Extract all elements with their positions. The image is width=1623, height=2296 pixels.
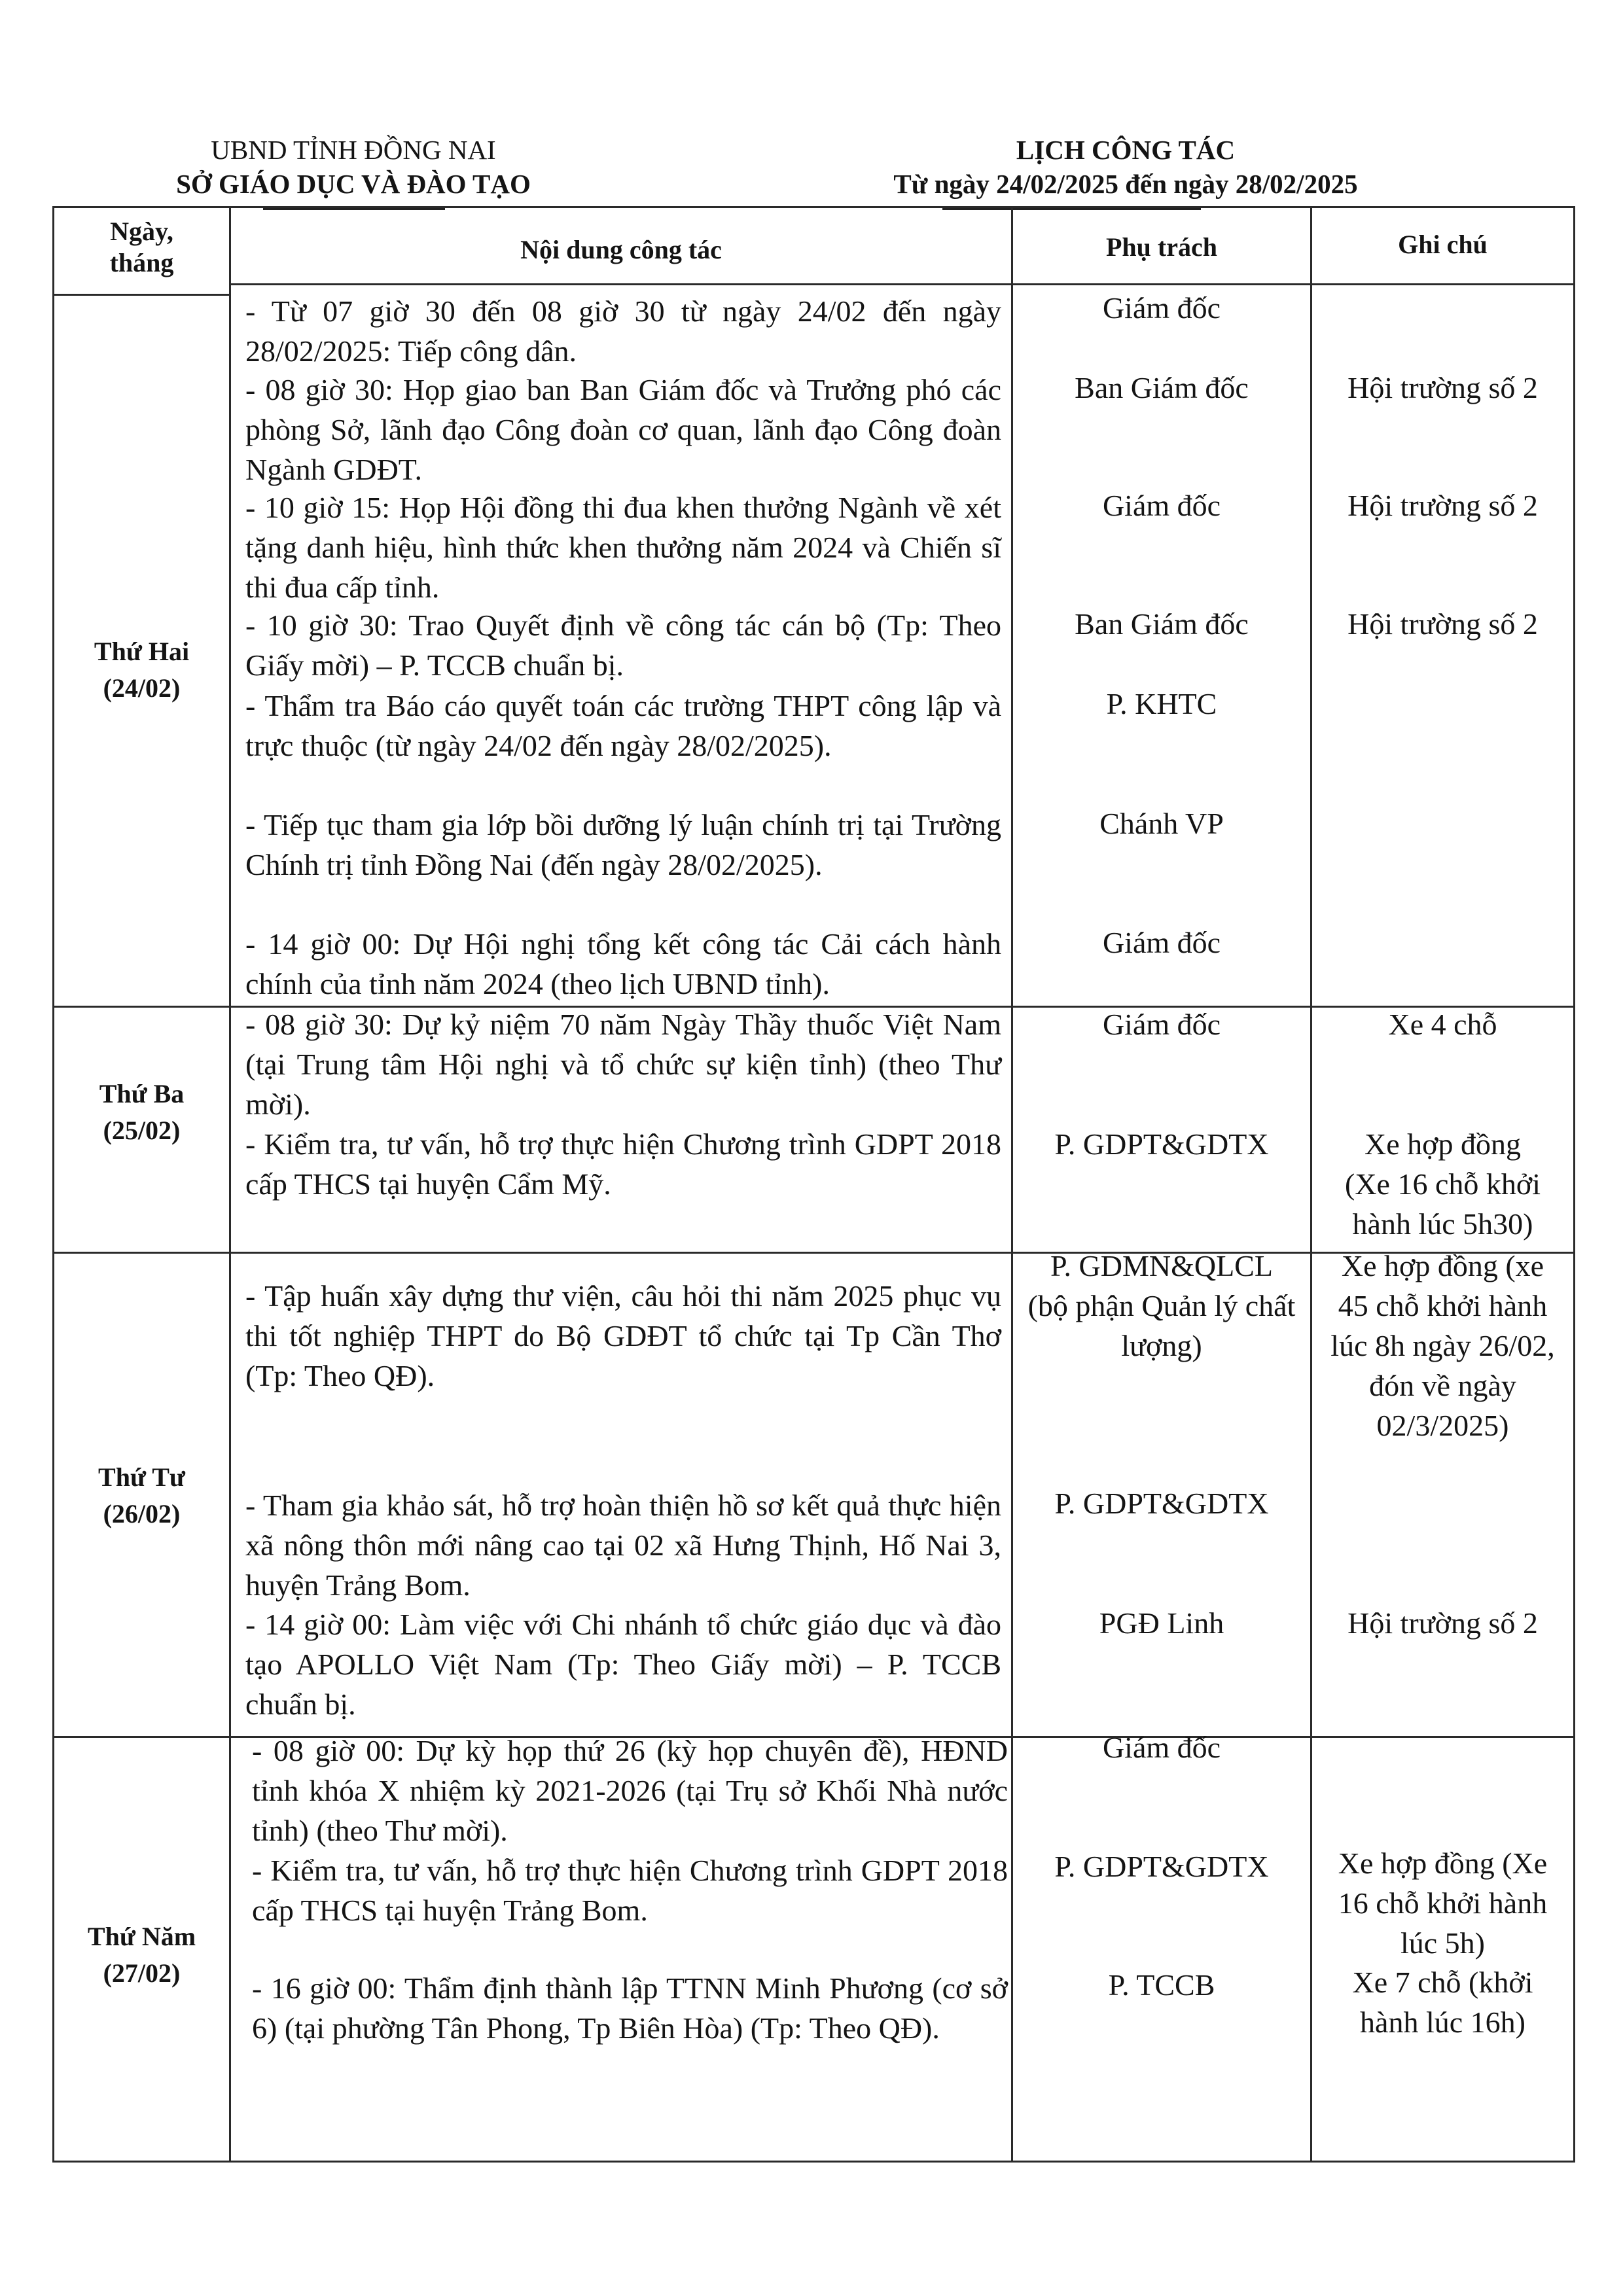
responsible-cell: Giám đốc [1102,291,1221,325]
responsible-cell: P. GDPT&GDTX [1054,1127,1269,1161]
column-header-day-line1: Ngày, [110,217,173,246]
column-header-day-line2: tháng [109,248,174,277]
responsible-cell: Chánh VP [1099,807,1224,840]
responsible-cell: Giám đốc [1102,489,1221,522]
table-border-left [52,206,54,2163]
day-date: (25/02) [103,1116,181,1145]
day-date: (27/02) [103,1958,181,1988]
column-header-responsible: Phụ trách [1106,232,1217,262]
agency-header [98,133,609,201]
responsible-cell: P. GDMN&QLCL (bộ phận Quản lý chất lượng) [1027,1249,1296,1362]
table-border-top [52,206,1575,208]
day-label-tuesday [54,1076,229,1149]
schedule-item-content: - Kiểm tra, tư vấn, hỗ trợ thực hiện Chương trình GDPT 2018 cấp THCS tại huyện Cẩm Mỹ. [245,1127,1001,1201]
schedule-item-content: - Tiếp tục tham gia lớp bồi dưỡng lý luận chính trị tại Trường Chính trị tỉnh Đồng Nai (đến ngày 28/02/2025). [245,808,1001,881]
column-header-note: Ghi chú [1398,230,1488,259]
table-border-right [1573,206,1575,2163]
header-divider [229,283,1575,285]
responsible-cell: P. TCCB [1108,1968,1215,2002]
schedule-date-range: Từ ngày 24/02/2025 đến ngày 28/02/2025 [893,169,1358,199]
schedule-item-content: - Từ 07 giờ 30 đến 08 giờ 30 từ ngày 24/02 đến ngày 28/02/2025: Tiếp công dân. [245,294,1001,368]
department-underline [263,208,445,210]
note-cell: Xe 7 chỗ (khởi hành lúc 16h) [1352,1966,1533,2039]
note-cell: Hội trường số 2 [1347,1606,1538,1640]
schedule-item-content: - Tham gia khảo sát, hỗ trợ hoàn thiện hồ sơ kết quả thực hiện xã nông thôn mới nâng cao tại 02 xã Hưng Thịnh, Hố Nai 3, huyện Trảng Bom. [245,1489,1001,1602]
responsible-cell: Giám đốc [1102,1731,1221,1764]
note-cell: Hội trường số 2 [1347,371,1538,404]
schedule-item-content: - 10 giờ 15: Họp Hội đồng thi đua khen thưởng Ngành về xét tặng danh hiệu, hình thức khen thưởng năm 2024 và Chiến sĩ thi đua cấp tỉnh. [245,491,1001,604]
schedule-item-content: - 08 giờ 30: Họp giao ban Ban Giám đốc và Trưởng phó các phòng Sở, lãnh đạo Công đoàn cơ quan, lãnh đạo Công đoàn Ngành GDĐT. [245,373,1001,486]
responsible-cell: P. GDPT&GDTX [1054,1850,1269,1883]
note-cell: Xe hợp đồng (Xe 16 chỗ khởi hành lúc 5h) [1338,1846,1548,1960]
responsible-cell: Ban Giám đốc [1075,371,1249,404]
schedule-title: LỊCH CÔNG TÁC [1016,135,1236,165]
schedule-item-content: - 08 giờ 30: Dự kỷ niệm 70 năm Ngày Thầy thuốc Việt Nam (tại Trung tâm Hội nghị và tổ chức sự kiện tỉnh) (theo Thư mời). [245,1008,1001,1121]
note-cell: Hội trường số 2 [1347,607,1538,641]
day-name: Thứ Năm [87,1922,196,1951]
day-name: Thứ Ba [99,1079,185,1108]
column-divider-day [229,206,231,2163]
day-label-wednesday [54,1459,229,1532]
column-header-day [54,216,229,279]
note-cell: Xe hợp đồng (xe 45 chỗ khởi hành lúc 8h ngày 26/02, đón về ngày 02/3/2025) [1330,1249,1555,1442]
schedule-item-content: - Kiểm tra, tư vấn, hỗ trợ thực hiện Chương trình GDPT 2018 cấp THCS tại huyện Trảng Bom. [252,1854,1008,1927]
schedule-item-content: - 14 giờ 00: Dự Hội nghị tổng kết công tác Cải cách hành chính của tỉnh năm 2024 (theo lịch UBND tỉnh). [245,927,1001,1000]
header-divider-day [52,294,229,296]
responsible-cell: P. KHTC [1106,687,1217,720]
schedule-item-content: - 16 giờ 00: Thẩm định thành lập TTNN Minh Phương (cơ sở 6) (tại phường Tân Phong, Tp Biên Hòa) (Tp: Theo QĐ). [252,1971,1008,2045]
responsible-cell: Ban Giám đốc [1075,607,1249,641]
schedule-item-content: - 08 giờ 00: Dự kỳ họp thứ 26 (kỳ họp chuyên đề), HĐND tỉnh khóa X nhiệm kỳ 2021-2026 (tại Trụ sở Khối Nhà nước tỉnh) (theo Thư mời). [252,1734,1008,1847]
schedule-item-content: - 10 giờ 30: Trao Quyết định về công tác cán bộ (Tp: Theo Giấy mời) – P. TCCB chuẩn bị. [245,609,1001,682]
date-range-underline [942,208,1201,210]
schedule-header [825,133,1427,201]
day-name: Thứ Hai [94,637,190,666]
day-label-thursday [54,1918,229,1992]
column-header-content: Nội dung công tác [520,235,722,264]
schedule-item-content: - Tập huấn xây dựng thư viện, câu hỏi thi năm 2025 phục vụ thi tốt nghiệp THPT do Bộ GDĐT tổ chức tại Tp Cần Thơ (Tp: Theo QĐ). [245,1279,1001,1392]
schedule-item-content: - Thẩm tra Báo cáo quyết toán các trường THPT công lập và trực thuộc (từ ngày 24/02 đến ngày 28/02/2025). [245,689,1001,762]
department-name: SỞ GIÁO DỤC VÀ ĐÀO TẠO [176,169,531,199]
responsible-cell: Giám đốc [1102,926,1221,959]
day-date: (24/02) [103,673,181,703]
note-cell: Hội trường số 2 [1347,489,1538,522]
responsible-cell: PGĐ Linh [1099,1606,1224,1640]
agency-name: UBND TỈNH ĐỒNG NAI [211,135,496,165]
day-name: Thứ Tư [98,1462,185,1492]
note-cell: Xe 4 chỗ [1388,1008,1497,1041]
table-border-bottom [52,2161,1575,2163]
responsible-cell: Giám đốc [1102,1008,1221,1041]
day-label-monday [54,633,229,707]
responsible-cell: P. GDPT&GDTX [1054,1487,1269,1520]
schedule-item-content: - 14 giờ 00: Làm việc với Chi nhánh tổ chức giáo dục và đào tạo APOLLO Việt Nam (Tp: Theo Giấy mời) – P. TCCB chuẩn bị. [245,1608,1001,1721]
note-cell: Xe hợp đồng (Xe 16 chỗ khởi hành lúc 5h30) [1345,1127,1541,1241]
day-date: (26/02) [103,1499,181,1528]
